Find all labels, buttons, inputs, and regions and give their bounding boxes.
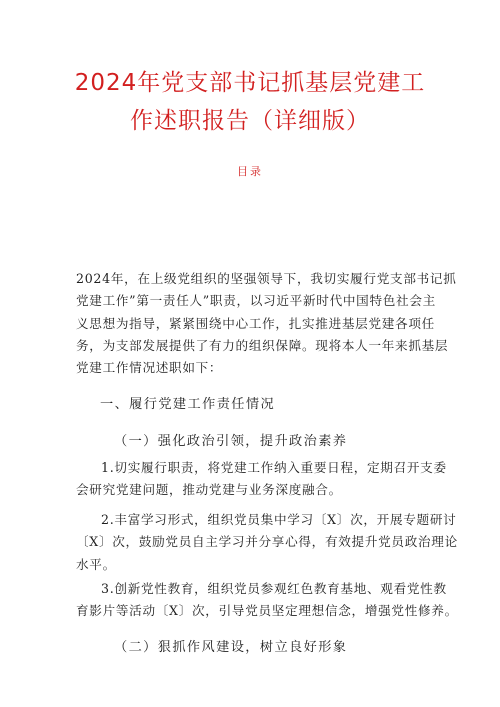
item-line: 2.丰富学习形式，组织党员集中学习〔X〕次，开展专题研讨: [101, 512, 457, 527]
section-heading-1: 一、履行党建工作责任情况: [100, 397, 276, 412]
intro-line: 党建工作情况述职如下：: [76, 360, 223, 376]
item-line: 会研究党建问题，推动党建与业务深度融合。: [76, 482, 342, 498]
intro-line: 2024年，在上级党组织的坚强领导下，我切实履行党支部书记抓: [76, 271, 457, 286]
item-paragraph-2: [76, 509, 458, 576]
intro-line: 党建工作”第一责任人”职责，以习近平新时代中国特色社会主: [76, 293, 436, 309]
table-of-contents-label[interactable]: 目录: [237, 165, 263, 178]
intro-line: 义思想为指导，紧紧围绕中心工作，扎实推进基层党建各项任: [76, 315, 435, 331]
item-paragraph-3: [76, 578, 458, 623]
item-paragraph-1: [76, 457, 447, 502]
intro-line: 务，为支部发展提供了有力的组织保障。现将本人一年来抓基层: [76, 337, 449, 353]
subsection-heading-2: （二）狠抓作风建设，树立良好形象: [114, 640, 348, 655]
subsection-heading-1: （一）强化政治引领，提升政治素养: [114, 434, 348, 449]
item-line: 〔X〕次，鼓励党员自主学习并分享心得，有效提升党员政治理论: [76, 534, 458, 550]
document-title-line-1: 2024年党支部书记抓基层党建工: [74, 70, 426, 96]
item-line: 水平。: [76, 556, 116, 572]
intro-paragraph: [76, 268, 457, 379]
item-line: 1.切实履行职责，将党建工作纳入重要日程，定期召开支委: [101, 460, 447, 475]
document-title-line-2: 作述职报告（详细版）: [130, 108, 370, 134]
item-line: 育影片等活动〔X〕次，引导党员坚定理想信念，增强党性修养。: [76, 603, 458, 619]
item-line: 3.创新党性教育，组织党员参观红色教育基地、观看党性教: [101, 581, 447, 596]
